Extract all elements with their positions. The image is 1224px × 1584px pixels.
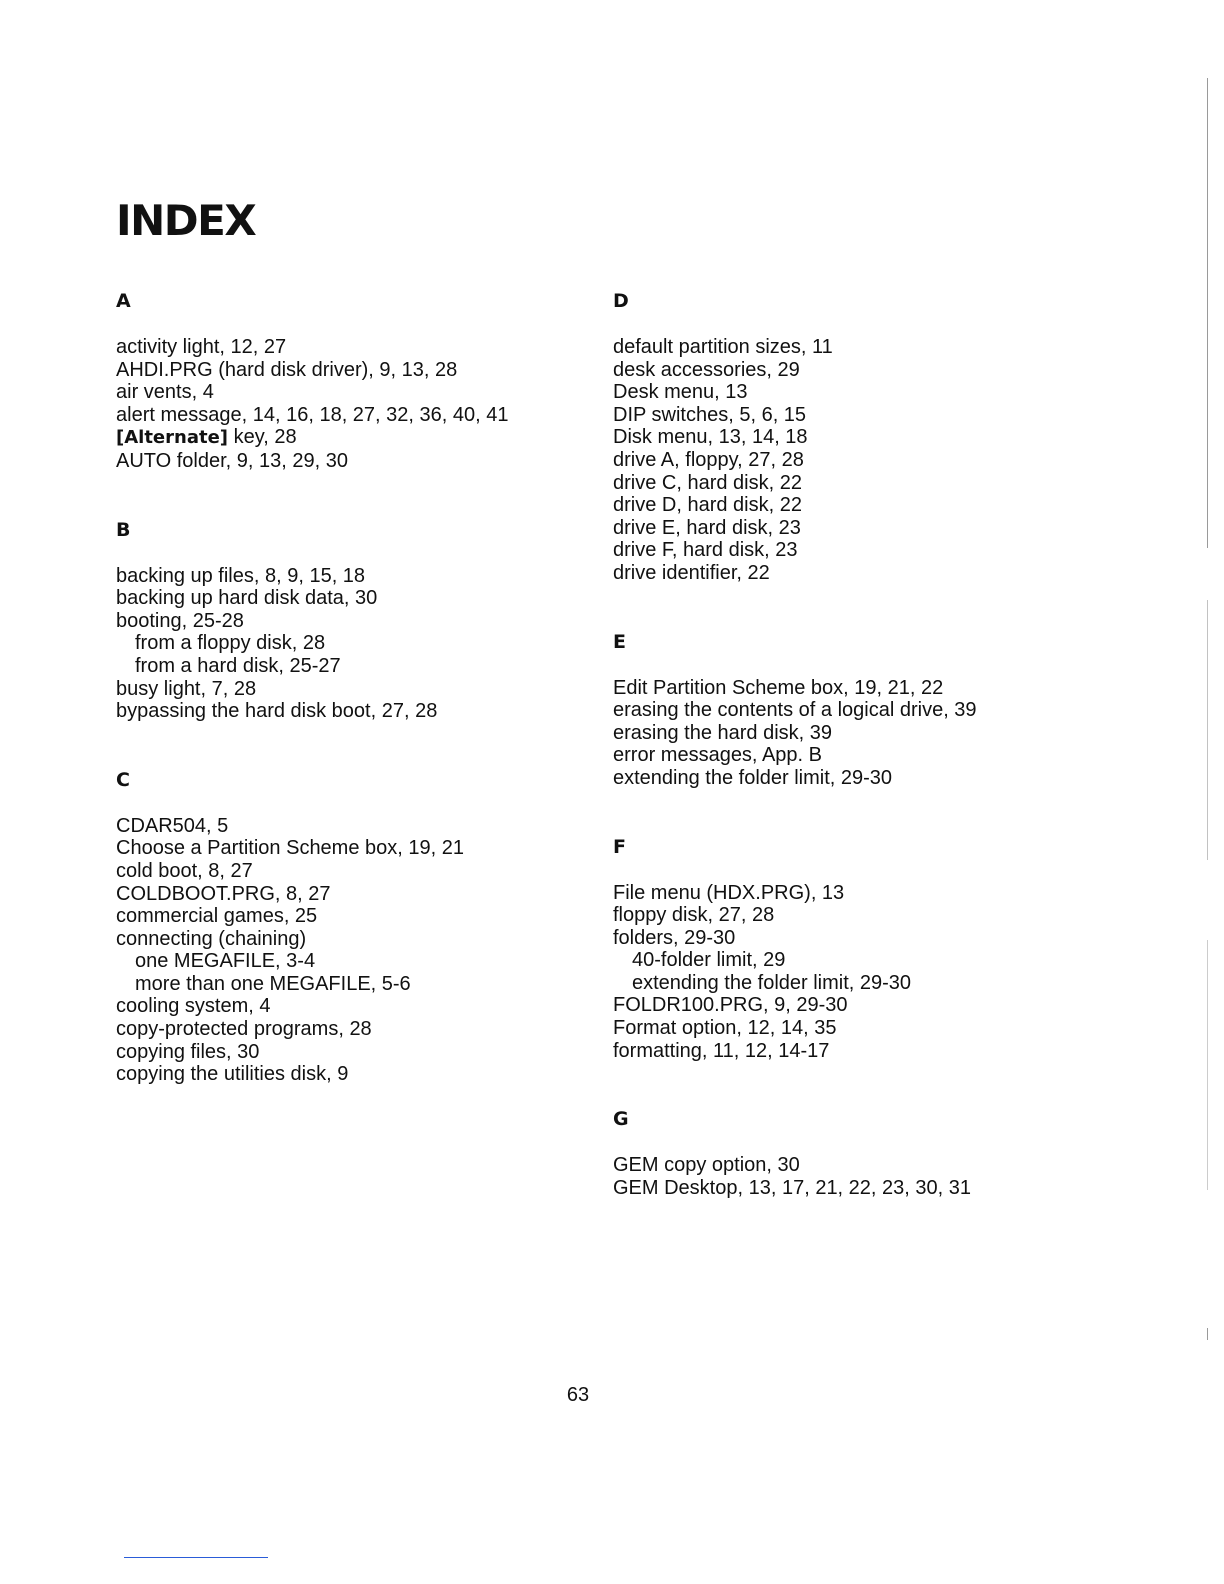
index-subentry: from a hard disk, 25-27	[135, 654, 341, 677]
index-entry: floppy disk, 27, 28	[613, 904, 775, 927]
index-section-f	[613, 834, 1083, 1063]
index-entry: GEM Desktop, 13, 17, 21, 22, 23, 30, 31	[613, 1176, 971, 1199]
index-entry: Edit Partition Scheme box, 19, 21, 22	[613, 676, 944, 699]
index-entry: cold boot, 8, 27	[116, 859, 253, 882]
index-entry: drive A, floppy, 27, 28	[613, 448, 804, 471]
index-subentry: more than one MEGAFILE, 5-6	[135, 972, 411, 995]
index-section-e	[613, 629, 1083, 790]
index-entry: File menu (HDX.PRG), 13	[613, 881, 845, 904]
index-subentry: extending the folder limit, 29-30	[632, 971, 912, 994]
index-entry: Desk menu, 13	[613, 381, 748, 404]
index-entry: Format option, 12, 14, 35	[613, 1017, 837, 1040]
index-entry: folders, 29-30	[613, 926, 736, 949]
index-entry: backing up files, 8, 9, 15, 18	[116, 564, 366, 587]
page-title: INDEX	[116, 196, 256, 245]
index-column-left	[116, 288, 586, 1130]
index-entry: cooling system, 4	[116, 995, 271, 1018]
footer-rule	[124, 1557, 268, 1558]
index-entry: copy-protected programs, 28	[116, 1018, 372, 1041]
index-entry: FOLDR100.PRG, 9, 29-30	[613, 994, 848, 1017]
index-entry: copying files, 30	[116, 1040, 260, 1063]
section-heading: F	[613, 835, 626, 858]
index-entry: drive F, hard disk, 23	[613, 539, 798, 562]
section-heading: A	[116, 290, 131, 312]
index-entry: default partition sizes, 11	[613, 336, 833, 358]
index-section-g	[613, 1106, 1083, 1199]
index-entry: AHDI.PRG (hard disk driver), 9, 13, 28	[116, 358, 458, 381]
index-entry: Choose a Partition Scheme box, 19, 21	[116, 837, 464, 860]
index-entry: AUTO folder, 9, 13, 29, 30	[116, 449, 348, 472]
section-heading: D	[613, 290, 629, 312]
index-entry: busy light, 7, 28	[116, 677, 257, 700]
section-heading: G	[613, 1108, 629, 1131]
index-entry: CDAR504, 5	[116, 814, 229, 837]
index-entry: GEM copy option, 30	[613, 1154, 800, 1177]
index-subentry: one MEGAFILE, 3-4	[135, 950, 316, 973]
index-entry: erasing the hard disk, 39	[613, 721, 833, 744]
index-entry: copying the utilities disk, 9	[116, 1063, 349, 1086]
index-entry: drive identifier, 22	[613, 561, 770, 584]
index-entry: air vents, 4	[116, 381, 214, 404]
index-entry: booting, 25-28	[116, 609, 244, 632]
index-section-d	[613, 288, 1083, 585]
index-entry: backing up hard disk data, 30	[116, 587, 378, 610]
index-entry: erasing the contents of a logical drive, 39	[613, 699, 977, 722]
index-subentry: 40-folder limit, 29	[632, 949, 786, 972]
index-entry-alternate-key	[116, 426, 586, 450]
index-entry: bypassing the hard disk boot, 27, 28	[116, 700, 438, 723]
index-entry: extending the folder limit, 29-30	[613, 766, 893, 789]
page-number: 63	[566, 1384, 590, 1406]
index-entry: drive E, hard disk, 23	[613, 516, 801, 539]
section-heading: E	[613, 630, 626, 653]
scan-edge-line	[1207, 600, 1208, 860]
scan-edge-line	[1207, 1328, 1208, 1340]
alternate-key-pages: key, 28	[228, 426, 297, 449]
section-heading: C	[116, 768, 130, 791]
index-entry: desk accessories, 29	[613, 358, 800, 381]
index-entry: drive C, hard disk, 22	[613, 471, 802, 494]
index-entry: drive D, hard disk, 22	[613, 494, 802, 517]
index-entry: formatting, 11, 12, 14-17	[613, 1039, 830, 1062]
index-entry: Disk menu, 13, 14, 18	[613, 426, 808, 449]
index-entry: alert message, 14, 16, 18, 27, 32, 36, 40, 41	[116, 403, 509, 426]
index-entry: DIP switches, 5, 6, 15	[613, 403, 807, 426]
scan-edge-line	[1207, 940, 1208, 1190]
section-heading: B	[116, 518, 131, 541]
index-entry: commercial games, 25	[116, 905, 318, 928]
index-column-right	[613, 288, 1083, 1243]
scan-edge-line	[1207, 78, 1208, 548]
alternate-key-term: [Alternate]	[116, 427, 229, 449]
index-section-b	[116, 517, 586, 723]
index-entry: connecting (chaining)	[116, 927, 307, 950]
index-entry: COLDBOOT.PRG, 8, 27	[116, 882, 331, 905]
index-subentry: from a floppy disk, 28	[135, 632, 326, 655]
index-section-c	[116, 767, 586, 1086]
index-entry: activity light, 12, 27	[116, 336, 287, 358]
index-entry: error messages, App. B	[613, 744, 822, 767]
index-section-a	[116, 288, 586, 473]
